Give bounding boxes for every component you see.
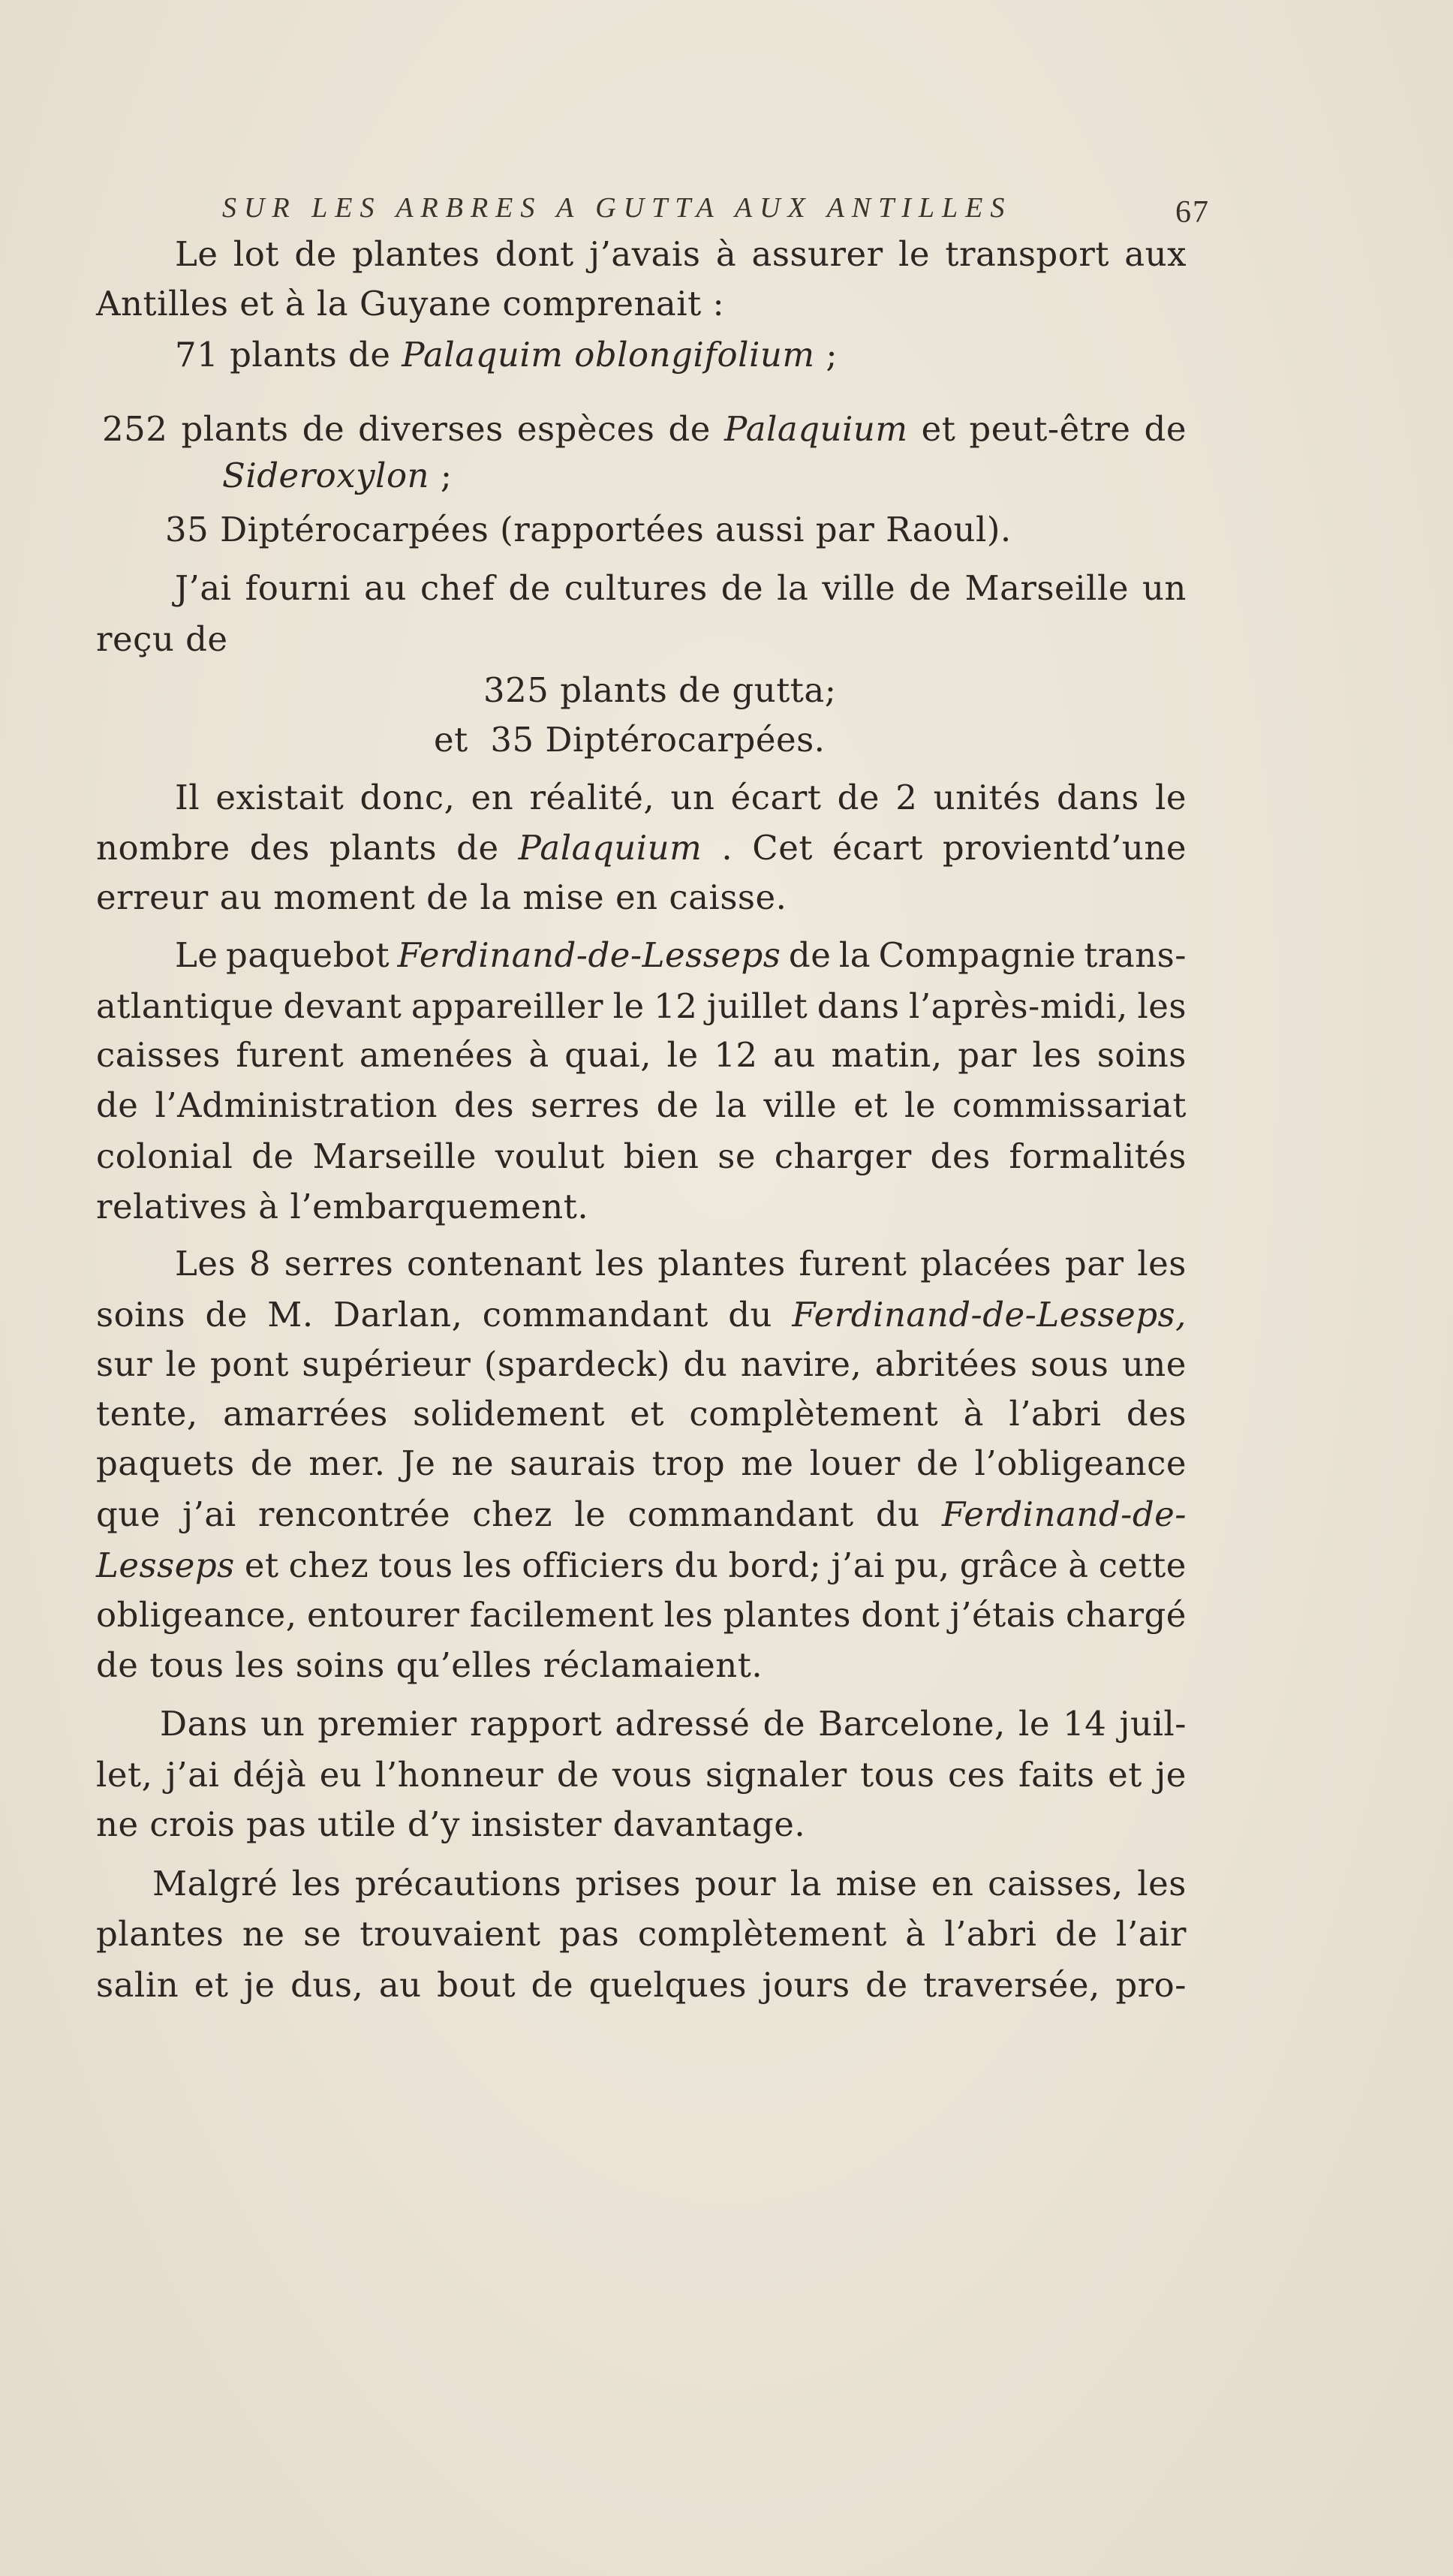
word: prises bbox=[575, 1864, 681, 1903]
word: ne bbox=[242, 1914, 285, 1954]
word: mise bbox=[835, 1864, 918, 1903]
word: grâce bbox=[959, 1545, 1059, 1585]
word: de bbox=[250, 1443, 293, 1483]
word: nombre bbox=[96, 828, 230, 868]
text-line bbox=[96, 1593, 1187, 1638]
text-line bbox=[175, 775, 1187, 820]
word: les bbox=[595, 1244, 645, 1283]
word: serres bbox=[531, 1085, 640, 1125]
word: rencontrée bbox=[257, 1494, 451, 1534]
word: à bbox=[715, 234, 737, 274]
text-line bbox=[96, 1083, 1187, 1128]
text-line bbox=[175, 232, 1187, 277]
text-line bbox=[483, 668, 836, 713]
word: écart bbox=[832, 828, 923, 868]
word: dont bbox=[495, 234, 574, 274]
text: ; bbox=[429, 456, 453, 495]
word: provientd’une bbox=[942, 828, 1187, 868]
word: tente, bbox=[96, 1394, 198, 1434]
word: trop bbox=[651, 1443, 726, 1483]
word: Marseille bbox=[964, 568, 1129, 608]
word: paquebot bbox=[226, 935, 390, 975]
text-line bbox=[102, 407, 1187, 452]
word: furent bbox=[799, 1244, 907, 1283]
word: tous bbox=[860, 1755, 935, 1795]
word: ville bbox=[822, 568, 896, 608]
word: plants bbox=[181, 409, 289, 449]
word: une bbox=[1121, 1344, 1187, 1384]
word: louer bbox=[809, 1443, 901, 1483]
word: l’Administration bbox=[155, 1085, 438, 1125]
word: de bbox=[251, 1136, 294, 1176]
word: cette bbox=[1098, 1545, 1187, 1585]
word: me bbox=[741, 1443, 794, 1483]
word: ne bbox=[451, 1443, 495, 1483]
italic-text: Palaquim oblongifolium bbox=[402, 335, 815, 375]
word: dans bbox=[1057, 778, 1139, 817]
word: quelques bbox=[588, 1965, 747, 2005]
running-header bbox=[222, 191, 1210, 236]
word: 12 bbox=[714, 1035, 758, 1075]
text-line bbox=[96, 1293, 1187, 1338]
word: pas bbox=[559, 1914, 620, 1954]
word: Les bbox=[175, 1244, 236, 1283]
word: cultures bbox=[564, 568, 708, 608]
word: de bbox=[556, 1755, 600, 1795]
word: Le bbox=[175, 234, 218, 274]
word: de bbox=[909, 568, 952, 608]
word: diverses bbox=[358, 409, 504, 449]
word: plantes bbox=[723, 1595, 851, 1635]
word: des bbox=[454, 1085, 515, 1125]
word: formalités bbox=[1009, 1136, 1187, 1176]
word: par bbox=[1064, 1244, 1124, 1283]
word: les bbox=[1137, 1864, 1187, 1903]
word: au bbox=[378, 1965, 422, 2005]
word: . bbox=[721, 828, 733, 868]
text-line bbox=[96, 1643, 763, 1688]
word: saurais bbox=[510, 1443, 636, 1483]
text-line bbox=[96, 617, 228, 662]
text: 35 Diptérocarpées (rapportées aussi par Raoul). bbox=[165, 510, 1012, 549]
word: l’honneur bbox=[375, 1755, 544, 1795]
word: devant bbox=[283, 986, 402, 1026]
word: 8 bbox=[248, 1244, 271, 1283]
word: eu bbox=[319, 1755, 362, 1795]
word: l’obligeance bbox=[974, 1443, 1187, 1483]
word: chez bbox=[288, 1545, 369, 1585]
word: caisses, bbox=[988, 1864, 1124, 1903]
word: facilement bbox=[469, 1595, 654, 1635]
page-number: 67 bbox=[1175, 195, 1210, 230]
word: je bbox=[1155, 1755, 1187, 1795]
word: commandant bbox=[482, 1295, 708, 1335]
word: juillet bbox=[706, 986, 808, 1026]
word: Malgré bbox=[152, 1864, 278, 1903]
word: de bbox=[916, 1443, 959, 1483]
word: fourni bbox=[245, 568, 351, 608]
text: reçu de bbox=[96, 619, 228, 659]
word: commandant bbox=[627, 1494, 854, 1534]
word: et bbox=[853, 1085, 888, 1125]
word: juil- bbox=[1119, 1704, 1187, 1744]
word: le bbox=[574, 1494, 606, 1534]
text-line bbox=[96, 1543, 1187, 1588]
word: jours bbox=[762, 1965, 850, 2005]
word: que bbox=[96, 1494, 161, 1534]
word: 14 bbox=[1063, 1704, 1107, 1744]
word: déjà bbox=[233, 1755, 307, 1795]
text-line bbox=[96, 1753, 1187, 1798]
word: l’après-midi, bbox=[908, 986, 1128, 1026]
word: de bbox=[668, 409, 711, 449]
word: du bbox=[683, 1344, 728, 1384]
word: écart bbox=[730, 778, 822, 817]
text: relatives à l’embarquement. bbox=[96, 1187, 589, 1226]
word: complètement bbox=[689, 1394, 939, 1434]
word: de bbox=[865, 1965, 908, 2005]
word: réalité, bbox=[529, 778, 655, 817]
word: quai, bbox=[564, 1035, 652, 1075]
word: de bbox=[788, 935, 832, 975]
word: dus, bbox=[290, 1965, 364, 2005]
word: les bbox=[1032, 1035, 1082, 1075]
word: bien bbox=[623, 1136, 699, 1176]
word: serres bbox=[284, 1244, 394, 1283]
word: solidement bbox=[413, 1394, 605, 1434]
text-line bbox=[96, 1802, 805, 1847]
text-line bbox=[222, 453, 453, 498]
word: de bbox=[96, 1085, 139, 1125]
word: rapport bbox=[470, 1704, 603, 1744]
word: abritées bbox=[874, 1344, 1018, 1384]
word: les bbox=[1137, 986, 1187, 1026]
word: se bbox=[717, 1136, 756, 1176]
word: et bbox=[921, 409, 956, 449]
word: amenées bbox=[359, 1035, 513, 1075]
text-line bbox=[96, 1342, 1187, 1387]
word: de bbox=[294, 234, 337, 274]
text-line bbox=[96, 1492, 1187, 1537]
word: plants bbox=[329, 828, 438, 868]
word: j’avais bbox=[589, 234, 701, 274]
italic-text: Sideroxylon bbox=[222, 456, 430, 495]
word: amarrées bbox=[223, 1394, 388, 1434]
word: et bbox=[194, 1965, 229, 2005]
text: Antilles et à la Guyane comprenait : bbox=[96, 284, 725, 324]
word: des bbox=[930, 1136, 991, 1176]
word: commissariat bbox=[952, 1085, 1187, 1125]
word: j’ai bbox=[831, 1545, 885, 1585]
word: pour bbox=[694, 1864, 777, 1903]
word: lot bbox=[233, 234, 279, 274]
word: mer. bbox=[308, 1443, 386, 1483]
word: plantes bbox=[352, 234, 480, 274]
word: le bbox=[1018, 1704, 1050, 1744]
word: j’ai bbox=[165, 1755, 220, 1795]
word: j’ai bbox=[182, 1494, 236, 1534]
word: je bbox=[243, 1965, 275, 2005]
word: plantes bbox=[96, 1914, 224, 1954]
text-line bbox=[96, 1134, 1187, 1179]
word: en bbox=[471, 778, 514, 817]
word: de bbox=[656, 1085, 699, 1125]
word: les bbox=[291, 1864, 341, 1903]
word: traversée, bbox=[923, 1965, 1100, 2005]
italic-word: Palaquium bbox=[518, 828, 702, 868]
text-line bbox=[175, 1241, 1187, 1286]
word: de bbox=[1144, 409, 1187, 449]
word: sous bbox=[1030, 1344, 1109, 1384]
word: à bbox=[905, 1914, 926, 1954]
word: la bbox=[777, 568, 809, 608]
word: atlantique bbox=[96, 986, 275, 1026]
word: aux bbox=[1124, 234, 1187, 274]
word: entourer bbox=[306, 1595, 460, 1635]
word: chargé bbox=[1065, 1595, 1187, 1635]
word: Marseille bbox=[312, 1136, 477, 1176]
word: les bbox=[462, 1545, 513, 1585]
word: et bbox=[630, 1394, 665, 1434]
word: dont bbox=[861, 1595, 940, 1635]
word: de bbox=[531, 1965, 574, 2005]
text: 71 plants de bbox=[175, 335, 402, 375]
running-title: SUR LES ARBRES A GUTTA AUX ANTILLES bbox=[222, 192, 1012, 224]
text-line bbox=[96, 1441, 1187, 1486]
text-line bbox=[96, 281, 724, 327]
word: j’étais bbox=[949, 1595, 1056, 1635]
word: par bbox=[958, 1035, 1017, 1075]
word: et bbox=[244, 1545, 279, 1585]
word: soins bbox=[96, 1295, 186, 1335]
italic-word: Lesseps bbox=[96, 1545, 235, 1585]
word: (spardeck) bbox=[483, 1344, 671, 1384]
word: un bbox=[1142, 568, 1187, 608]
word: sur bbox=[96, 1344, 153, 1384]
word: ces bbox=[947, 1755, 1006, 1795]
text-line bbox=[96, 1912, 1187, 1957]
word: dans bbox=[817, 986, 900, 1026]
word: le bbox=[1154, 778, 1187, 817]
word: à bbox=[528, 1035, 549, 1075]
word: chez bbox=[472, 1494, 552, 1534]
word: vous bbox=[612, 1755, 693, 1795]
word: Je bbox=[401, 1443, 436, 1483]
word: la bbox=[715, 1085, 748, 1125]
word: de bbox=[456, 828, 499, 868]
word: Dans bbox=[160, 1704, 248, 1744]
word: le bbox=[165, 1344, 197, 1384]
word: bord; bbox=[728, 1545, 822, 1585]
word: Cet bbox=[752, 828, 813, 868]
word: adressé bbox=[615, 1704, 751, 1744]
text-line bbox=[165, 507, 1012, 552]
word: furent bbox=[236, 1035, 344, 1075]
word: signaler bbox=[705, 1755, 847, 1795]
text-line bbox=[434, 718, 826, 763]
word: complètement bbox=[637, 1914, 887, 1954]
word: donc, bbox=[359, 778, 456, 817]
word: trans- bbox=[1084, 935, 1187, 975]
text-line bbox=[96, 1963, 1187, 2008]
word: plantes bbox=[657, 1244, 786, 1283]
text-line bbox=[96, 984, 1187, 1029]
word: Barcelone, bbox=[818, 1704, 1006, 1744]
word: au bbox=[773, 1035, 816, 1075]
word: des bbox=[1126, 1394, 1187, 1434]
word: navire, bbox=[740, 1344, 862, 1384]
italic-word: Ferdinand-de- bbox=[941, 1494, 1187, 1534]
word: appareiller bbox=[411, 986, 604, 1026]
word: à bbox=[1068, 1545, 1089, 1585]
word: de bbox=[508, 568, 551, 608]
text-line bbox=[96, 826, 1187, 871]
word: la bbox=[838, 935, 871, 975]
word: de bbox=[302, 409, 345, 449]
word: pu, bbox=[895, 1545, 950, 1585]
text: erreur au moment de la mise en caisse. bbox=[96, 877, 787, 917]
word: 2 bbox=[895, 778, 918, 817]
word: placées bbox=[920, 1244, 1052, 1283]
word: des bbox=[249, 828, 310, 868]
text-line bbox=[96, 1033, 1187, 1078]
word: le bbox=[898, 234, 931, 274]
word: Darlan, bbox=[332, 1295, 463, 1335]
word: de bbox=[1055, 1914, 1098, 1954]
word: le bbox=[904, 1085, 936, 1125]
word: salin bbox=[96, 1965, 179, 2005]
text: ; bbox=[814, 335, 838, 375]
word: 252 bbox=[102, 409, 168, 449]
word: caisses bbox=[96, 1035, 221, 1075]
text-line bbox=[152, 1861, 1187, 1906]
word: voulut bbox=[495, 1136, 605, 1176]
word: l’abri bbox=[944, 1914, 1037, 1954]
word: à bbox=[963, 1394, 984, 1434]
word: officiers bbox=[522, 1545, 665, 1585]
word: charger bbox=[774, 1136, 912, 1176]
text-line bbox=[175, 333, 838, 378]
word: obligeance, bbox=[96, 1595, 297, 1635]
word: du bbox=[728, 1295, 773, 1335]
word: contenant bbox=[406, 1244, 582, 1283]
word: de bbox=[763, 1704, 805, 1744]
word: Le bbox=[175, 935, 218, 975]
word: de bbox=[720, 568, 764, 608]
word: 12 bbox=[654, 986, 698, 1026]
word: bout bbox=[437, 1965, 516, 2005]
word: let, bbox=[96, 1755, 153, 1795]
word: tous bbox=[378, 1545, 453, 1585]
word: ville bbox=[763, 1085, 838, 1125]
word: le bbox=[612, 986, 645, 1026]
word: paquets bbox=[96, 1443, 235, 1483]
word: un bbox=[260, 1704, 305, 1744]
text-line bbox=[175, 933, 1187, 978]
italic-word: Ferdinand-de-Lesseps, bbox=[792, 1295, 1187, 1335]
word: et bbox=[1108, 1755, 1142, 1795]
text-line bbox=[160, 1702, 1187, 1747]
word: premier bbox=[317, 1704, 457, 1744]
word: soins bbox=[1097, 1035, 1187, 1075]
italic-word: Ferdinand-de-Lesseps bbox=[397, 935, 781, 975]
word: faits bbox=[1018, 1755, 1095, 1795]
word: du bbox=[674, 1545, 719, 1585]
word: Compagnie bbox=[878, 935, 1076, 975]
word: un bbox=[670, 778, 715, 817]
italic-word: Palaquium bbox=[723, 409, 908, 449]
word: transport bbox=[945, 234, 1109, 274]
word: pont bbox=[209, 1344, 289, 1384]
word: matin, bbox=[831, 1035, 943, 1075]
word: se bbox=[303, 1914, 341, 1954]
text-line bbox=[175, 566, 1187, 611]
word: du bbox=[875, 1494, 920, 1534]
word: au bbox=[364, 568, 407, 608]
word: de bbox=[205, 1295, 248, 1335]
text-line bbox=[96, 875, 787, 920]
text: et 35 Diptérocarpées. bbox=[434, 720, 826, 760]
word: de bbox=[837, 778, 880, 817]
word: d’une bbox=[1088, 828, 1187, 868]
word: assurer bbox=[751, 234, 883, 274]
text: 325 plants de gutta; bbox=[483, 670, 837, 710]
word: existait bbox=[215, 778, 344, 817]
text-line bbox=[96, 1392, 1187, 1437]
word: les bbox=[663, 1595, 714, 1635]
word: l’abri bbox=[1009, 1394, 1102, 1434]
word: supérieur bbox=[302, 1344, 471, 1384]
word: peut-être bbox=[969, 409, 1131, 449]
word: unités bbox=[933, 778, 1041, 817]
word: pro- bbox=[1115, 1965, 1187, 2005]
word: J’ai bbox=[175, 568, 232, 608]
word: espèces bbox=[516, 409, 655, 449]
text: ne crois pas utile d’y insister davantage. bbox=[96, 1804, 806, 1844]
word: trouvaient bbox=[359, 1914, 541, 1954]
text: de tous les soins qu’elles réclamaient. bbox=[96, 1645, 763, 1685]
word: précautions bbox=[355, 1864, 562, 1903]
word: le bbox=[666, 1035, 699, 1075]
word: M. bbox=[267, 1295, 314, 1335]
word: les bbox=[1137, 1244, 1187, 1283]
word: colonial bbox=[96, 1136, 233, 1176]
word: en bbox=[931, 1864, 974, 1903]
text-line bbox=[96, 1184, 588, 1229]
word: la bbox=[790, 1864, 822, 1903]
word: Il bbox=[175, 778, 200, 817]
word: chef bbox=[420, 568, 495, 608]
word: l’air bbox=[1116, 1914, 1187, 1954]
